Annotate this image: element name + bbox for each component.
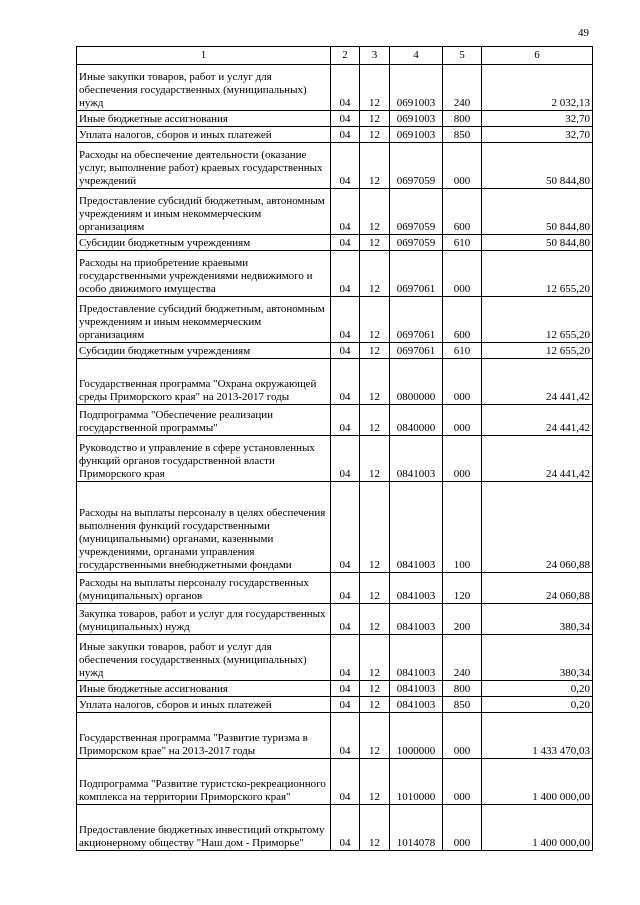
row-amount-cell: 1 400 000,00 (482, 805, 593, 851)
table-row (77, 697, 593, 713)
row-amount-cell: 2 032,13 (482, 65, 593, 111)
column-header: 5 (443, 47, 482, 65)
row-code4-cell: 0697059 (390, 143, 443, 189)
row-name-cell: Государственная программа "Охрана окружающей среды Приморского края" на 2013-2017 годы (77, 359, 331, 405)
row-name-cell: Иные закупки товаров, работ и услуг для обеспечения государственных (муниципальных) нужд (77, 635, 331, 681)
row-amount-cell: 1 433 470,03 (482, 713, 593, 759)
row-amount-cell: 12 655,20 (482, 251, 593, 297)
row-code2-cell: 04 (331, 189, 360, 235)
row-code5-cell: 800 (443, 111, 482, 127)
row-code4-cell: 0697061 (390, 343, 443, 359)
row-code3-cell: 12 (360, 697, 390, 713)
row-code3-cell: 12 (360, 805, 390, 851)
row-code5-cell: 000 (443, 436, 482, 482)
row-code3-cell: 12 (360, 573, 390, 604)
row-code3-cell: 12 (360, 405, 390, 436)
row-name-cell: Расходы на приобретение краевыми государственными учреждениями недвижимого и особо движимого имущества (77, 251, 331, 297)
row-code5-cell: 600 (443, 297, 482, 343)
row-amount-cell: 24 060,88 (482, 482, 593, 573)
row-code2-cell: 04 (331, 759, 360, 805)
row-name-cell: Руководство и управление в сфере установленных функций органов государственной власти Приморского края (77, 436, 331, 482)
row-code5-cell: 000 (443, 805, 482, 851)
row-code4-cell: 0697059 (390, 235, 443, 251)
row-code4-cell: 0691003 (390, 111, 443, 127)
row-code5-cell: 200 (443, 604, 482, 635)
column-header: 4 (390, 47, 443, 65)
row-amount-cell: 50 844,80 (482, 189, 593, 235)
row-code3-cell: 12 (360, 604, 390, 635)
row-amount-cell: 380,34 (482, 604, 593, 635)
row-name-cell: Уплата налогов, сборов и иных платежей (77, 127, 331, 143)
row-code2-cell: 04 (331, 343, 360, 359)
row-code5-cell: 000 (443, 143, 482, 189)
row-code5-cell: 850 (443, 127, 482, 143)
table-row (77, 127, 593, 143)
row-code2-cell: 04 (331, 405, 360, 436)
row-code4-cell: 1000000 (390, 713, 443, 759)
row-code2-cell: 04 (331, 482, 360, 573)
table-row (77, 111, 593, 127)
row-code2-cell: 04 (331, 143, 360, 189)
row-amount-cell: 12 655,20 (482, 297, 593, 343)
row-code5-cell: 610 (443, 343, 482, 359)
row-code3-cell: 12 (360, 681, 390, 697)
row-code3-cell: 12 (360, 235, 390, 251)
row-name-cell: Субсидии бюджетным учреждениям (77, 343, 331, 359)
row-code4-cell: 0841003 (390, 482, 443, 573)
row-code3-cell: 12 (360, 759, 390, 805)
row-code5-cell: 610 (443, 235, 482, 251)
row-code5-cell: 800 (443, 681, 482, 697)
column-header: 6 (482, 47, 593, 65)
row-name-cell: Уплата налогов, сборов и иных платежей (77, 697, 331, 713)
row-code4-cell: 1010000 (390, 759, 443, 805)
row-code4-cell: 0691003 (390, 65, 443, 111)
row-amount-cell: 1 400 000,00 (482, 759, 593, 805)
row-code3-cell: 12 (360, 297, 390, 343)
row-code3-cell: 12 (360, 359, 390, 405)
row-code4-cell: 0841003 (390, 697, 443, 713)
row-code2-cell: 04 (331, 65, 360, 111)
table-row (77, 713, 593, 759)
table-row (77, 235, 593, 251)
table-row (77, 297, 593, 343)
table-row (77, 635, 593, 681)
row-code2-cell: 04 (331, 681, 360, 697)
row-code5-cell: 000 (443, 359, 482, 405)
row-name-cell: Предоставление субсидий бюджетным, автономным учреждениям и иным некоммерческим организациям (77, 189, 331, 235)
row-amount-cell: 0,20 (482, 697, 593, 713)
row-name-cell: Государственная программа "Развитие туризма в Приморском крае" на 2013-2017 годы (77, 713, 331, 759)
row-code5-cell: 000 (443, 405, 482, 436)
table-row (77, 759, 593, 805)
row-code2-cell: 04 (331, 251, 360, 297)
row-code3-cell: 12 (360, 127, 390, 143)
table-row (77, 604, 593, 635)
row-code4-cell: 0841003 (390, 573, 443, 604)
row-name-cell: Закупка товаров, работ и услуг для государственных (муниципальных) нужд (77, 604, 331, 635)
column-header: 1 (77, 47, 331, 65)
row-name-cell: Иные закупки товаров, работ и услуг для обеспечения государственных (муниципальных) нужд (77, 65, 331, 111)
table-row (77, 573, 593, 604)
budget-table (76, 46, 593, 851)
row-name-cell: Иные бюджетные ассигнования (77, 681, 331, 697)
row-code3-cell: 12 (360, 251, 390, 297)
row-amount-cell: 50 844,80 (482, 235, 593, 251)
row-amount-cell: 24 441,42 (482, 359, 593, 405)
row-code4-cell: 0800000 (390, 359, 443, 405)
row-code4-cell: 0841003 (390, 436, 443, 482)
row-name-cell: Расходы на выплаты персоналу в целях обеспечения выполнения функций государственными (муниципальными) органами, казенными учреждениями, органами управления государственными внебюджетными фондами (77, 482, 331, 573)
row-amount-cell: 24 060,88 (482, 573, 593, 604)
row-amount-cell: 380,34 (482, 635, 593, 681)
row-name-cell: Предоставление субсидий бюджетным, автономным учреждениям и иным некоммерческим организациям (77, 297, 331, 343)
row-code3-cell: 12 (360, 436, 390, 482)
row-code5-cell: 000 (443, 713, 482, 759)
row-code5-cell: 100 (443, 482, 482, 573)
table-row (77, 359, 593, 405)
row-amount-cell: 0,20 (482, 681, 593, 697)
row-name-cell: Иные бюджетные ассигнования (77, 111, 331, 127)
table-row (77, 189, 593, 235)
row-code5-cell: 850 (443, 697, 482, 713)
row-name-cell: Расходы на обеспечение деятельности (оказание услуг, выполнение работ) краевых государственных учреждений (77, 143, 331, 189)
row-code4-cell: 0841003 (390, 604, 443, 635)
row-code4-cell: 0841003 (390, 681, 443, 697)
row-code3-cell: 12 (360, 189, 390, 235)
table-row (77, 482, 593, 573)
row-code3-cell: 12 (360, 65, 390, 111)
column-header: 3 (360, 47, 390, 65)
column-header: 2 (331, 47, 360, 65)
row-amount-cell: 24 441,42 (482, 405, 593, 436)
row-code2-cell: 04 (331, 436, 360, 482)
row-name-cell: Расходы на выплаты персоналу государственных (муниципальных) органов (77, 573, 331, 604)
row-code4-cell: 0697059 (390, 189, 443, 235)
row-code3-cell: 12 (360, 635, 390, 681)
row-code5-cell: 240 (443, 65, 482, 111)
row-code2-cell: 04 (331, 573, 360, 604)
row-name-cell: Подпрограмма "Обеспечение реализации государственной программы" (77, 405, 331, 436)
row-code3-cell: 12 (360, 143, 390, 189)
row-name-cell: Подпрограмма "Развитие туристско-рекреационного комплекса на территории Приморского края" (77, 759, 331, 805)
row-code5-cell: 600 (443, 189, 482, 235)
row-code4-cell: 0840000 (390, 405, 443, 436)
row-code5-cell: 000 (443, 759, 482, 805)
row-code2-cell: 04 (331, 235, 360, 251)
row-amount-cell: 32,70 (482, 127, 593, 143)
row-code4-cell: 0697061 (390, 297, 443, 343)
row-code2-cell: 04 (331, 713, 360, 759)
row-code2-cell: 04 (331, 805, 360, 851)
row-code4-cell: 0691003 (390, 127, 443, 143)
row-code5-cell: 240 (443, 635, 482, 681)
row-amount-cell: 32,70 (482, 111, 593, 127)
table-row (77, 805, 593, 851)
row-code3-cell: 12 (360, 343, 390, 359)
table-row (77, 143, 593, 189)
row-code4-cell: 0841003 (390, 635, 443, 681)
header-row (77, 47, 593, 65)
row-name-cell: Предоставление бюджетных инвестиций открытому акционерному обществу "Наш дом - Приморье" (77, 805, 331, 851)
row-code3-cell: 12 (360, 111, 390, 127)
table-row (77, 405, 593, 436)
table-row (77, 251, 593, 297)
row-code5-cell: 120 (443, 573, 482, 604)
row-code2-cell: 04 (331, 697, 360, 713)
row-code2-cell: 04 (331, 604, 360, 635)
row-amount-cell: 12 655,20 (482, 343, 593, 359)
row-amount-cell: 24 441,42 (482, 436, 593, 482)
table-row (77, 343, 593, 359)
row-code3-cell: 12 (360, 482, 390, 573)
row-code2-cell: 04 (331, 359, 360, 405)
table-row (77, 65, 593, 111)
row-code2-cell: 04 (331, 297, 360, 343)
row-code2-cell: 04 (331, 111, 360, 127)
row-code4-cell: 0697061 (390, 251, 443, 297)
row-code2-cell: 04 (331, 635, 360, 681)
row-code4-cell: 1014078 (390, 805, 443, 851)
table-row (77, 681, 593, 697)
row-code3-cell: 12 (360, 713, 390, 759)
page-number: 49 (578, 27, 589, 39)
row-code2-cell: 04 (331, 127, 360, 143)
row-amount-cell: 50 844,80 (482, 143, 593, 189)
row-code5-cell: 000 (443, 251, 482, 297)
row-name-cell: Субсидии бюджетным учреждениям (77, 235, 331, 251)
table-row (77, 436, 593, 482)
